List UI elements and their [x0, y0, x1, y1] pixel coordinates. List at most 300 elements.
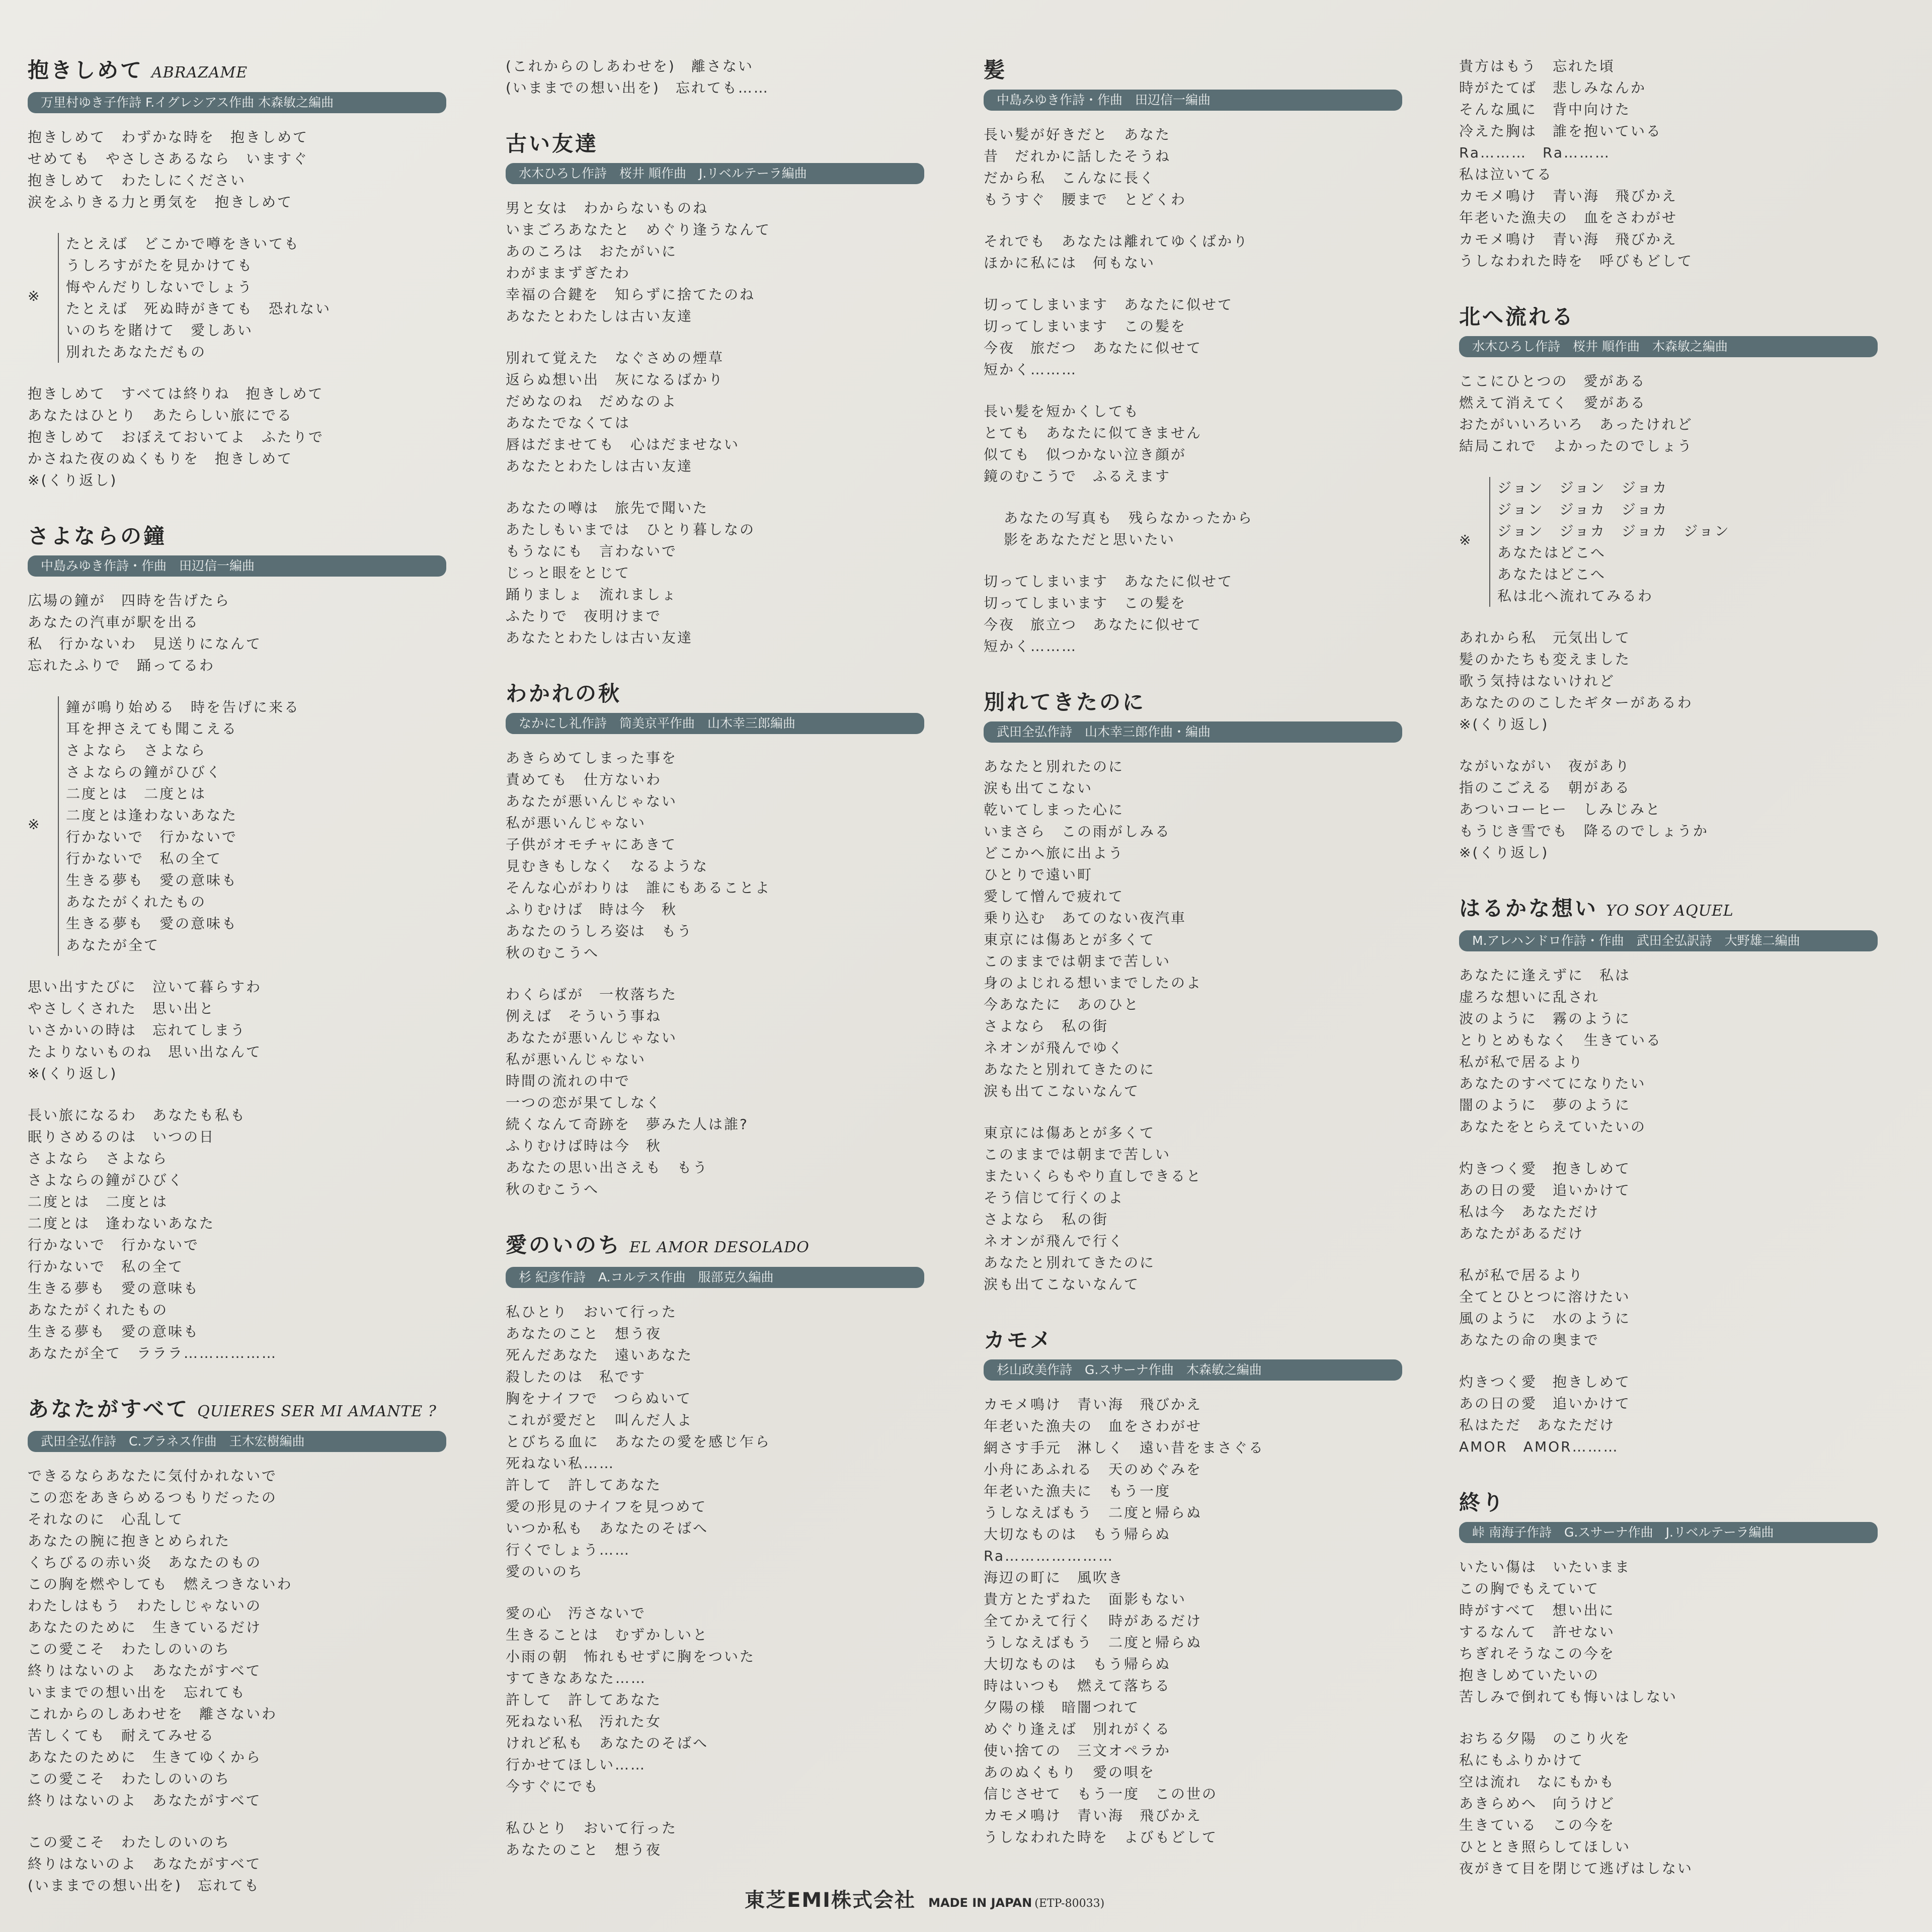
- song: [506, 679, 938, 1200]
- refrain-block: [1459, 477, 1892, 607]
- stanza-gap: [28, 213, 460, 233]
- lyric-line: この愛こそ わたしのいのち: [28, 1834, 231, 1850]
- stanza-gap: [1459, 1138, 1892, 1158]
- lyric-line: あなたとわたしは古い友達: [506, 308, 693, 325]
- lyric-line: あなたの命の奥まで: [1459, 1332, 1600, 1348]
- lyric-line: いまごろあなたと めぐり逢うなんて: [506, 221, 771, 238]
- lyric-line: 続くなんて奇跡を 夢みた人は誰?: [506, 1116, 749, 1133]
- lyric-line: ※(くり返し): [28, 472, 118, 489]
- lyric-line: 責めても 仕方ないわ: [506, 771, 662, 788]
- lyric-line: 灼きつく愛 抱きしめて: [1459, 1374, 1631, 1390]
- song: [28, 1394, 460, 1896]
- lyric-line: 見むきもしなく なるような: [506, 858, 709, 874]
- lyric-line: そう信じて行くのよ: [984, 1189, 1124, 1206]
- stanza-gap: [984, 380, 1416, 400]
- lyric-line: とりとめもなく 生きている: [1459, 1032, 1662, 1049]
- lyric-line: 年老いた漁夫に もう一度: [984, 1483, 1171, 1499]
- lyric-line: あなたのために 生きてゆくから: [28, 1749, 262, 1765]
- lyric-line: 東京には傷あとが多くて: [984, 1124, 1156, 1141]
- song-title-ja: わかれの秋: [506, 681, 622, 706]
- lyric-line: 指のこごえる 朝がある: [1459, 779, 1631, 796]
- lyric-line: 別れて覚えた なぐさめの煙草: [506, 350, 725, 366]
- lyric-line: じっと眼をとじて: [506, 565, 631, 581]
- lyric-line: 時はいつも 燃えて落ちる: [984, 1677, 1171, 1694]
- lyric-line: 冷えた胸は 誰を抱いている: [1459, 123, 1662, 139]
- lyric-line: さよなら 私の街: [984, 1211, 1109, 1228]
- lyric-line: 秋のむこうへ: [506, 944, 600, 961]
- lyric-line: めぐり逢えば 別れがくる: [984, 1721, 1171, 1737]
- lyric-line: あなたがくれたもの: [28, 1302, 169, 1318]
- lyric-line: 耳を押さえても聞こえる: [66, 720, 238, 737]
- lyric-line: あなたが全て: [66, 937, 160, 953]
- lyric-line: このままでは朝まで苦しい: [984, 1146, 1171, 1163]
- song-title-ja: はるかな想い: [1459, 896, 1598, 921]
- lyric-line: ふたりで 夜明けまで: [506, 608, 662, 624]
- lyric-line: 信じさせて もう一度 この世の: [984, 1786, 1218, 1802]
- column-1: [28, 55, 460, 1926]
- lyric-line: 燃えて消えてく 愛がある: [1459, 394, 1647, 411]
- lyric-line: この胸でもえていて: [1459, 1580, 1600, 1597]
- lyric-line: 影をあなただと思いたい: [1004, 531, 1176, 548]
- lyric-line: 夜がきて目を閉じて逃げはしない: [1459, 1860, 1694, 1877]
- song-credit: 峠 南海子作詩 G.スサーナ作曲 J.リベルテーラ編曲: [1459, 1522, 1878, 1543]
- lyric-line: あなたの思い出さえも もう: [506, 1159, 709, 1176]
- lyric-line: 生きる夢も 愛の意味も: [66, 872, 238, 889]
- refrain-block: [28, 233, 460, 363]
- lyric-line: おちる夕陽 のこり火を: [1459, 1730, 1631, 1747]
- lyric-line: あなたの写真も 残らなかったから: [1004, 510, 1254, 526]
- lyric-line: もうじき雪でも 降るのでしょうか: [1459, 823, 1709, 839]
- lyric-line: ふりむけば時は今 秋: [506, 1138, 662, 1154]
- lyric-line: 抱きしめて おぼえておいてよ ふたりで: [28, 429, 325, 445]
- lyric-line: あなたのこと 想う夜: [506, 1841, 662, 1858]
- stanza-gap: [28, 956, 460, 976]
- stanza-gap: [984, 274, 1416, 294]
- stanza-gap: [506, 963, 938, 984]
- lyric-line: ジョン ジョカ ジョカ ジョン: [1497, 523, 1730, 539]
- lyric-line: あなたがあるだけ: [1459, 1225, 1584, 1242]
- song-title: [506, 129, 938, 159]
- lyric-line: カモメ鳴け 青い海 飛びかえ: [1459, 188, 1678, 204]
- lyric-line: 時がたてば 悲しみなんか: [1459, 79, 1647, 96]
- lyric-line: あなたと別れたのに: [984, 758, 1124, 775]
- lyric-line: 虚ろな想いに乱され: [1459, 989, 1600, 1005]
- lyric-line: これからのしあわせを 離さないわ: [28, 1706, 278, 1722]
- lyric-line: ながいながい 夜があり: [1459, 758, 1631, 774]
- lyric-line: 闇のように 夢のように: [1459, 1097, 1631, 1113]
- lyric-line: カモメ鳴け 青い海 飛びかえ: [984, 1396, 1202, 1413]
- lyric-line: (いままでの想い出を) 忘れても……: [506, 79, 769, 96]
- lyric-line: いさかいの時は 忘れてしまう: [28, 1022, 247, 1038]
- refrain-mark: ※: [28, 288, 40, 304]
- lyric-line: 今夜 旅だつ あなたに似せて: [984, 340, 1202, 356]
- lyric-line: あなたとわたしは古い友達: [506, 458, 693, 474]
- lyric-line: 死んだあなた 遠いあなた: [506, 1347, 693, 1363]
- company-name: 東芝EMI株式会社: [745, 1889, 916, 1912]
- lyric-line: ひとりで遠い町: [984, 866, 1093, 883]
- lyric-line: いのちを賭けて 愛しあい: [66, 322, 254, 339]
- stanza-gap: [506, 1797, 938, 1817]
- lyric-line: いままでの想い出を 忘れても: [28, 1684, 247, 1701]
- lyric-line: ほかに私には 何もない: [984, 255, 1156, 271]
- song-title-ja: 愛のいのち: [506, 1233, 622, 1257]
- lyric-line: 抱きしめていたいの: [1459, 1667, 1600, 1683]
- lyric-line: 忘れたふりで 踊ってるわ: [28, 657, 215, 674]
- lyric-line: 二度とは 二度とは: [28, 1193, 169, 1210]
- lyric-line: 歌う気持はないけれど: [1459, 673, 1616, 689]
- song-credit: 水木ひろし作詩 桜井 順作曲 木森敏之編曲: [1459, 336, 1878, 357]
- catalog-number: (ETP-80033): [1034, 1897, 1105, 1910]
- stanza-gap: [28, 1084, 460, 1104]
- song-title: [28, 55, 460, 88]
- song-credit: M.アレハンドロ作詩・作曲 武田全弘訳詩 大野雄二編曲: [1459, 930, 1878, 951]
- lyric-line: 行かないで 行かないで: [28, 1237, 200, 1253]
- lyric-line: カモメ鳴け 青い海 飛びかえ: [1459, 231, 1678, 248]
- lyric-line: 私は北へ流れてみるわ: [1497, 588, 1654, 604]
- lyric-line: 今あなたに あのひと: [984, 996, 1140, 1013]
- lyric-line: とても あなたに似てきません: [984, 425, 1202, 441]
- lyric-line: 二度とは 逢わないあなた: [28, 1215, 215, 1232]
- lyric-line: 広場の鐘が 四時を告げたら: [28, 592, 231, 609]
- lyric-line: あなたが悪いんじゃない: [506, 1029, 678, 1046]
- lyric-line: 涙も出てこない: [984, 780, 1093, 796]
- lyric-line: カモメ鳴け 青い海 飛びかえ: [984, 1807, 1202, 1824]
- song: [1459, 1488, 1892, 1879]
- lyric-line: できるならあなたに気付かれないで: [28, 1468, 278, 1484]
- lyric-line: 私が悪いんじゃない: [506, 815, 647, 831]
- lyric-line: またいくらもやり直しできると: [984, 1168, 1202, 1184]
- song-credit: 杉 紀彦作詩 A.コルテス作曲 服部克久編曲: [506, 1267, 924, 1288]
- lyric-line: 涙をふりきる力と勇気を 抱きしめて: [28, 194, 293, 210]
- lyric-line: うしろすがたを見かけても: [66, 257, 254, 274]
- lyric-line: この愛こそ わたしのいのち: [28, 1770, 231, 1787]
- lyric-line: だめなのね だめなのよ: [506, 393, 678, 410]
- lyric-line: 愛のいのち: [506, 1563, 584, 1580]
- song-credit: 万里村ゆき子作詩 F.イグレシアス作曲 木森敏之編曲: [28, 92, 446, 113]
- lyric-line: 私は今 あなただけ: [1459, 1203, 1600, 1220]
- lyric-line: 苦しみで倒れても悔いはしない: [1459, 1688, 1678, 1705]
- lyric-line: 似ても 似つかない泣き顔が: [984, 446, 1187, 463]
- lyric-line: たよりないものね 思い出なんて: [28, 1043, 262, 1060]
- lyric-line: 全てかえて行く 時があるだけ: [984, 1613, 1202, 1629]
- lyric-line: 苦しくても 耐えてみせる: [28, 1727, 215, 1744]
- lyric-line: 年老いた漁夫の 血をさわがせ: [984, 1418, 1202, 1434]
- lyric-line: 切ってしまいます あなたに似せて: [984, 296, 1234, 313]
- lyric-line: 乗り込む あてのない夜汽車: [984, 910, 1187, 926]
- lyric-line: Ra…………………: [984, 1548, 1114, 1564]
- lyric-line: 短かく………: [984, 361, 1078, 378]
- lyric-line: あれから私 元気出して: [1459, 629, 1631, 646]
- song: [28, 55, 460, 491]
- song: [984, 1325, 1416, 1848]
- lyric-line: 大切なものは もう帰らぬ: [984, 1656, 1171, 1672]
- column-3: [984, 55, 1416, 1878]
- lyric-line: 鐘が鳴り始める 時を告げに来る: [66, 699, 300, 715]
- lyric-line: 短かく………: [984, 638, 1078, 655]
- lyric-line: 行かないで 私の全て: [66, 850, 222, 867]
- lyric-line: さよならの鐘がひびく: [66, 764, 222, 780]
- lyric-line: 私にもふりかけて: [1459, 1752, 1584, 1768]
- lyric-line: 私はただ あなただけ: [1459, 1417, 1616, 1433]
- stanza-gap: [28, 676, 460, 696]
- lyric-line: あなたのすべてになりたい: [1459, 1075, 1646, 1092]
- song-title-ja: 抱きしめて: [28, 58, 144, 83]
- lyric-line: やさしくされた 思い出と: [28, 1000, 215, 1017]
- lyric-line: あの日の愛 追いかけて: [1459, 1395, 1631, 1412]
- lyric-line: ふりむけば 時は今 秋: [506, 901, 678, 918]
- lyric-line: 許して 許してあなた: [506, 1692, 662, 1708]
- song-title-en: QUIERES SER MI AMANTE ?: [197, 1403, 437, 1420]
- lyric-line: 結局これで よかったのでしょう: [1459, 438, 1694, 454]
- lyric-line: ※(くり返し): [1459, 716, 1549, 733]
- lyric-line: 涙も出てこないなんて: [984, 1276, 1140, 1293]
- stanza-gap: [506, 1582, 938, 1602]
- lyric-line: 行かないで 私の全て: [28, 1258, 184, 1275]
- song-title: [28, 521, 460, 551]
- lyric-line: 子供がオモチャにあきて: [506, 836, 677, 853]
- lyric-line: くちびるの赤い炎 あなたのもの: [28, 1554, 262, 1571]
- lyric-line: 悔やんだりしないでしょう: [66, 279, 254, 295]
- lyric-line: あなたのうしろ姿は もう: [506, 923, 693, 939]
- lyric-line: 時間の流れの中で: [506, 1073, 631, 1089]
- lyric-line: 私が私で居るより: [1459, 1267, 1584, 1283]
- stanza-gap: [28, 1811, 460, 1831]
- song-title: [984, 1325, 1416, 1355]
- lyric-line: うしなわれた時を よびもどして: [984, 1829, 1218, 1845]
- lyric-line: するなんて 許せない: [1459, 1624, 1616, 1640]
- lyric-line: 胸をナイフで つらぬいて: [506, 1390, 692, 1407]
- song-title-ja: あなたがすべて: [28, 1397, 190, 1421]
- song: [984, 55, 1416, 657]
- lyric-line: 男と女は わからないものね: [506, 200, 709, 216]
- lyric-line: いたい傷は いたいまま: [1459, 1559, 1631, 1575]
- lyric-line: 行くでしょう……: [506, 1542, 631, 1558]
- lyric-line: 風のように 水のように: [1459, 1310, 1631, 1327]
- lyric-line: 愛の心 汚さないで: [506, 1605, 647, 1622]
- lyric-line: 行かせてほしい……: [506, 1756, 647, 1773]
- song: [984, 687, 1416, 1295]
- lyric-line: 二度とは逢わないあなた: [66, 807, 238, 824]
- song-credit: 水木ひろし作詩 桜井 順作曲 J.リベルテーラ編曲: [506, 163, 924, 184]
- song-title: [28, 1394, 460, 1427]
- lyric-line: ちぎれそうなこの今を: [1459, 1645, 1616, 1662]
- lyric-line: あなたでなくては: [506, 415, 631, 431]
- lyric-line: 死ねない私……: [506, 1455, 615, 1472]
- lyric-line: 抱きしめて わたしにください: [28, 172, 247, 189]
- lyric-line: うしなえばもう 二度と帰らぬ: [984, 1634, 1202, 1651]
- lyric-line: 網さす手元 淋しく 遠い昔をまさぐる: [984, 1439, 1265, 1456]
- lyric-line: 夕陽の様 暗闇つれて: [984, 1699, 1140, 1716]
- song-title: [984, 55, 1416, 86]
- song-title-ja: 古い友達: [506, 131, 599, 156]
- lyric-line: 切ってしまいます この髪を: [984, 595, 1187, 611]
- lyric-line: 眠りさめるのは いつの日: [28, 1129, 215, 1145]
- lyric-line: (いままでの想い出を) 忘れても: [28, 1877, 260, 1894]
- lyric-line: 終りはないのよ あなたがすべて: [28, 1792, 262, 1809]
- stanza-gap: [1459, 735, 1892, 755]
- lyric-line: 小雨の朝 怖れもせずに胸をついた: [506, 1648, 756, 1665]
- lyric-line: あたしもいまでは ひとり暮しなの: [506, 521, 756, 538]
- lyric-line: 思い出すたびに 泣いて暮らすわ: [28, 979, 262, 995]
- song-title-ja: 終り: [1459, 1490, 1506, 1515]
- indented-stanza: [984, 507, 1416, 550]
- lyric-line: わがままずぎたわ: [506, 265, 631, 281]
- lyric-line: 涙も出てこないなんて: [984, 1083, 1140, 1099]
- lyric-line: 私ひとり おいて行った: [506, 1820, 678, 1836]
- stanza-gap: [1459, 1351, 1892, 1371]
- lyric-line: 切ってしまいます この髪を: [984, 318, 1187, 335]
- song-title-ja: 北へ流れる: [1459, 304, 1575, 329]
- lyric-line: 私は泣いてる: [1459, 166, 1553, 183]
- lyric-line: 生きる夢も 愛の意味も: [28, 1323, 200, 1340]
- lyric-line: 私が私で居るより: [1459, 1054, 1584, 1070]
- lyric-line: 生きることは むずかしいと: [506, 1627, 709, 1643]
- lyric-line: ※(くり返し): [1459, 844, 1549, 861]
- song: [1459, 55, 1892, 272]
- lyric-line: 髪のかたちも変えました: [1459, 651, 1631, 668]
- song: [1459, 302, 1892, 863]
- lyric-line: ※(くり返し): [28, 1065, 118, 1082]
- lyric-line: あついコーヒー しみじみと: [1459, 801, 1661, 818]
- lyric-line: そんな心がわりは 誰にもあることよ: [506, 879, 771, 896]
- lyric-line: あなたはひとり あたらしい旅にでる: [28, 407, 293, 424]
- lyric-line: 例えば そういう事ね: [506, 1008, 662, 1024]
- lyric-line: 空は流れ なにもかも: [1459, 1774, 1616, 1790]
- lyric-line: あの日の愛 追いかけて: [1459, 1182, 1631, 1198]
- song-title: [1459, 894, 1892, 926]
- lyric-line: 行かないで 行かないで: [66, 829, 238, 845]
- lyric-line: 二度とは 二度とは: [66, 785, 207, 802]
- lyric-line: AMOR AMOR………: [1459, 1438, 1619, 1455]
- lyric-line: すてきなあなた……: [506, 1670, 647, 1686]
- lyric-line: もうなにも 言わないで: [506, 543, 678, 559]
- lyric-line: 昔 だれかに話したそうね: [984, 148, 1171, 165]
- column-4: [1459, 55, 1892, 1909]
- lyric-line: あきらめへ 向うけど: [1459, 1795, 1616, 1812]
- lyric-line: ネオンが飛んでゆく: [984, 1039, 1124, 1056]
- lyric-line: 別れたあなただもの: [66, 344, 207, 360]
- lyric-line: 貴方とたずねた 面影もない: [984, 1591, 1187, 1607]
- lyric-line: いまさら この雨がしみる: [984, 823, 1171, 840]
- lyric-line: 私ひとり おいて行った: [506, 1304, 678, 1320]
- lyric-line: あのぬくもり 愛の唄を: [984, 1764, 1156, 1781]
- lyric-line: あなたはどこへ: [1497, 544, 1606, 561]
- lyric-line: 切ってしまいます あなたに似せて: [984, 573, 1234, 590]
- lyric-line: 生きる夢も 愛の意味も: [28, 1280, 200, 1297]
- lyric-line: あのころは おたがいに: [506, 243, 678, 260]
- lyric-line: だから私 こんなに長く: [984, 170, 1156, 186]
- stanza-gap: [984, 1102, 1416, 1122]
- song-title-en: YO SOY AQUEL: [1606, 902, 1734, 920]
- lyric-line: このままでは朝まで苦しい: [984, 953, 1171, 970]
- song-title: [506, 679, 938, 709]
- song-credit: なかにし礼作詩 筒美京平作曲 山木幸三郎編曲: [506, 713, 924, 734]
- column-2: [506, 55, 938, 1891]
- lyric-line: 生きる夢も 愛の意味も: [66, 915, 238, 932]
- stanza-gap: [506, 327, 938, 347]
- lyric-line: この胸を燃やしても 燃えつきないわ: [28, 1576, 293, 1592]
- stanza-gap: [1459, 1244, 1892, 1264]
- song-credit: 武田全弘作詩 C.ブラネス作曲 王木宏樹編曲: [28, 1431, 446, 1452]
- lyric-line: 唇はだませても 心はだませない: [506, 436, 740, 453]
- lyric-line: この恋をあきらめるつもりだったの: [28, 1489, 277, 1506]
- lyric-line: 終りはないのよ あなたがすべて: [28, 1856, 262, 1872]
- lyric-line: 愛の形見のナイフを見つめて: [506, 1498, 707, 1515]
- song-title: [1459, 302, 1892, 332]
- lyric-line: 抱きしめて わずかな時を 抱きしめて: [28, 129, 309, 145]
- lyric-line: 愛して憎んで疲れて: [984, 888, 1124, 905]
- lyric-line: あなたののこしたギターがあるわ: [1459, 694, 1693, 711]
- lyric-line: あなたに逢えずに 私は: [1459, 967, 1631, 984]
- lyric-line: 時がすべて 想い出に: [1459, 1602, 1615, 1619]
- song-title-ja: さよならの鐘: [28, 524, 167, 548]
- lyric-line: あなたと別れてきたのに: [984, 1061, 1156, 1078]
- lyric-line: 死ねない私 汚れた女: [506, 1713, 662, 1730]
- lyric-line: 許して 許してあなた: [506, 1477, 662, 1493]
- lyric-line: わたしはもう わたしじゃないの: [28, 1597, 262, 1614]
- lyric-line: 終りはないのよ あなたがすべて: [28, 1662, 262, 1679]
- lyric-line: あなたの噂は 旅先で聞いた: [506, 500, 709, 516]
- lyric-line: どこかへ旅に出よう: [984, 845, 1124, 861]
- lyric-line: うしなえばもう 二度と帰らぬ: [984, 1504, 1202, 1521]
- lyric-line: 全てとひとつに溶けたい: [1459, 1289, 1631, 1305]
- stanza-gap: [506, 477, 938, 497]
- lyric-line: 抱きしめて すべては終りね 抱きしめて: [28, 385, 324, 402]
- footer: [745, 1884, 1197, 1913]
- lyric-line: 海辺の町に 風吹き: [984, 1569, 1124, 1586]
- lyric-line: 灼きつく愛 抱きしめて: [1459, 1160, 1631, 1177]
- lyric-line: 生きている この今を: [1459, 1817, 1616, 1833]
- lyric-line: あなたが全て ラララ………………: [28, 1345, 278, 1361]
- lyric-line: いつか私も あなたのそばへ: [506, 1520, 709, 1537]
- lyric-line: あなたが悪いんじゃない: [506, 793, 678, 810]
- stanza-gap: [984, 550, 1416, 571]
- lyric-line: 波のように 霧のように: [1459, 1010, 1631, 1027]
- lyric-line: もうすぐ 腰まで とどくわ: [984, 191, 1187, 208]
- song: [506, 129, 938, 649]
- lyric-line: あきらめてしまった事を: [506, 750, 678, 766]
- stanza-gap: [984, 210, 1416, 230]
- song: [1459, 894, 1892, 1458]
- song-credit: 中島みゆき作詩・作曲 田辺信一編曲: [984, 90, 1402, 111]
- song-title-en: ABRAZAME: [151, 64, 248, 82]
- lyric-line: 小舟にあふれる 天のめぐみを: [984, 1461, 1202, 1478]
- lyric-line: 東京には傷あとが多くて: [984, 931, 1156, 948]
- song-title: [1459, 1488, 1892, 1518]
- lyric-line: あなたの汽車が駅を出る: [28, 614, 200, 630]
- lyric-line: あなたとわたしは古い友達: [506, 629, 693, 646]
- lyric-line: 殺したのは 私です: [506, 1369, 647, 1385]
- lyric-line: 返らぬ想い出 灰になるばかり: [506, 371, 725, 388]
- song-title: [984, 687, 1416, 717]
- lyric-line: あなたのこと 想う夜: [506, 1325, 662, 1342]
- stanza-gap: [1459, 1708, 1892, 1728]
- lyric-line: あなたの腕に抱きとめられた: [28, 1533, 231, 1549]
- lyric-line: ジョン ジョカ ジョカ: [1497, 501, 1668, 518]
- lyric-line: わくらばが 一枚落ちた: [506, 986, 678, 1003]
- made-in-japan: MADE IN JAPAN: [928, 1896, 1032, 1910]
- lyric-line: 鏡のむこうで ふるえます: [984, 468, 1171, 485]
- lyric-line: 貴方はもう 忘れた頃: [1459, 58, 1616, 74]
- lyric-line: ジョン ジョン ジョカ: [1497, 479, 1668, 496]
- song-credit: 杉山政美作詩 G.スサーナ作曲 木森敏之編曲: [984, 1359, 1402, 1381]
- lyric-line: 身のよじれる想いまでしたのよ: [984, 975, 1202, 991]
- lyric-line: 今夜 旅立つ あなたに似せて: [984, 616, 1202, 633]
- song-title-en: EL AMOR DESOLADO: [629, 1239, 810, 1256]
- lyric-line: それなのに 心乱して: [28, 1511, 184, 1527]
- lyric-line: けれど私も あなたのそばへ: [506, 1735, 709, 1751]
- lyric-line: ここにひとつの 愛がある: [1459, 373, 1646, 389]
